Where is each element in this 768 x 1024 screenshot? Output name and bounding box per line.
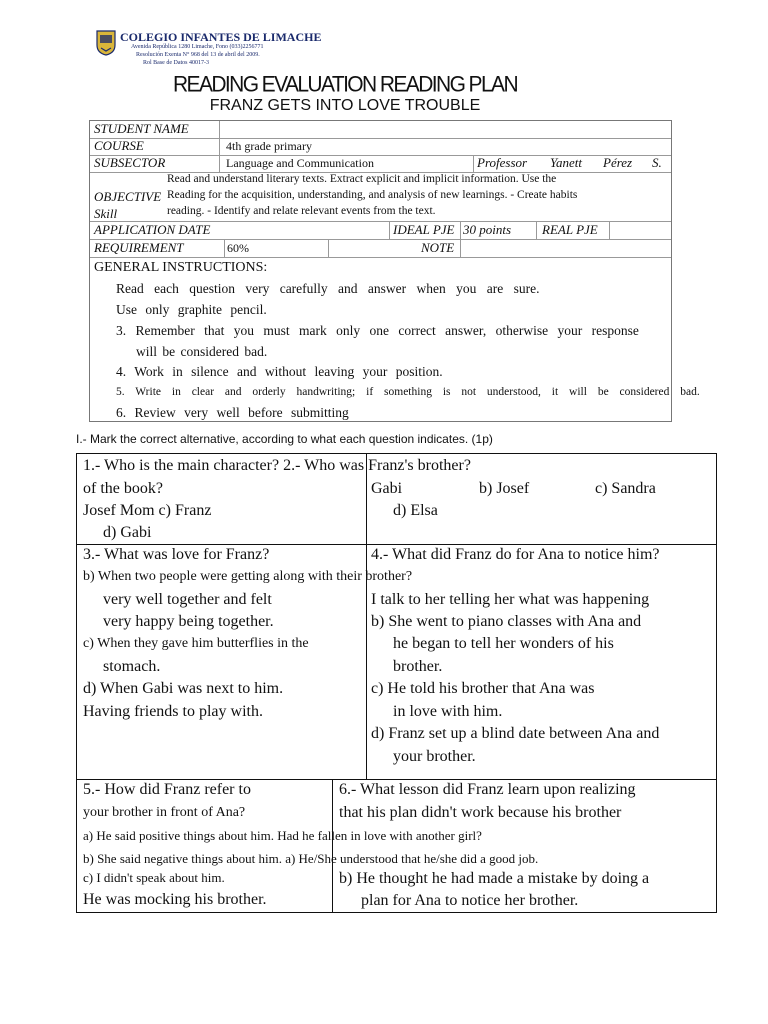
real-pje-label: REAL PJE xyxy=(542,222,598,237)
q5-option-c[interactable]: c) I didn't speak about him. xyxy=(83,870,225,885)
instruction-5: 5. Write in clear and orderly handwriting; if something is not understood, it will be considered bad. xyxy=(116,386,700,398)
general-instructions-label: GENERAL INSTRUCTIONS: xyxy=(94,260,268,275)
q3-option-b[interactable]: b) When two people were getting along with their brother? xyxy=(83,569,413,584)
q3-option-b-line3: very happy being together. xyxy=(103,613,274,630)
skill-label: Skill xyxy=(94,206,118,221)
q4-option-b[interactable]: b) She went to piano classes with Ana and xyxy=(371,613,642,630)
subsector-label: SUBSECTOR xyxy=(94,155,166,170)
objective-line-3: reading. - Identify and relate relevant events from the text. xyxy=(167,205,436,217)
q1-heading-cont: of the book? xyxy=(83,480,163,497)
instruction-3: 3. Remember that you must mark only one correct answer, otherwise your response xyxy=(116,323,639,338)
professor-initial: S. xyxy=(652,155,662,170)
professor-last-name: Pérez xyxy=(603,155,633,170)
requirement-label: REQUIREMENT xyxy=(94,240,184,255)
instruction-4: 4. Work in silence and without leaving your position. xyxy=(116,364,443,379)
q4-heading: 4.- What did Franz do for Ana to notice him? xyxy=(371,546,660,563)
q5-heading: 5.- How did Franz refer to xyxy=(83,781,251,798)
school-address: Avenida República 1280 Limache, Fono (033)2256771 xyxy=(131,44,264,50)
q4-option-b-line2: he began to tell her wonders of his xyxy=(393,635,614,652)
school-crest-logo xyxy=(96,30,116,56)
ideal-pje-value: 30 points xyxy=(463,222,512,237)
q1-q2-heading: 1.- Who is the main character? 2.- Who was Franz's brother? xyxy=(83,457,471,474)
instruction-6: 6. Review very well before submitting xyxy=(116,405,349,420)
professor-label: Professor xyxy=(477,155,528,170)
q5-option-b[interactable]: b) She said negative things about him. a) He/She understood that he/she did a good job. xyxy=(83,851,539,866)
q6-heading: 6.- What lesson did Franz learn upon realizing xyxy=(339,781,636,798)
instruction-1: Read each question very carefully and answer when you are sure. xyxy=(116,281,540,296)
page-title: READING EVALUATION READING PLAN xyxy=(172,72,518,97)
q5-option-d[interactable]: He was mocking his brother. xyxy=(83,891,267,908)
q3-option-b-line2: very well together and felt xyxy=(103,591,272,608)
q6-heading-cont: that his plan didn't work because his brother xyxy=(339,804,622,821)
objective-line-1: Read and understand literary texts. Extract explicit and implicit information. Use the xyxy=(167,173,557,185)
q2-option-d[interactable]: d) Elsa xyxy=(393,502,438,519)
instruction-2: Use only graphite pencil. xyxy=(116,302,267,317)
course-value: 4th grade primary xyxy=(226,139,312,153)
school-rbd: Rol Base de Datos 40017-3 xyxy=(143,60,209,66)
school-name: COLEGIO INFANTES DE LIMACHE xyxy=(120,30,322,44)
student-info-table xyxy=(89,120,700,422)
professor-first-name: Yanett xyxy=(550,155,583,170)
section-instruction: I.- Mark the correct alternative, according to what each question indicates. (1p) xyxy=(76,432,493,446)
q4-option-b-line3: brother. xyxy=(393,658,443,675)
q6-option-b[interactable]: b) He thought he had made a mistake by doing a xyxy=(339,870,650,887)
q6-option-b-line2: plan for Ana to notice her brother. xyxy=(361,892,579,909)
q2-option-a[interactable]: Gabi xyxy=(371,480,403,497)
page-subtitle: FRANZ GETS INTO LOVE TROUBLE xyxy=(209,97,481,114)
objective-line-2: Reading for the acquisition, understanding, and analysis of new learnings. - Create habits xyxy=(167,189,578,201)
ideal-pje-label: IDEAL PJE xyxy=(393,222,455,237)
q1-option-d[interactable]: d) Gabi xyxy=(103,524,152,541)
q3-option-extra[interactable]: Having friends to play with. xyxy=(83,703,263,720)
student-name-label: STUDENT NAME xyxy=(94,121,189,136)
q4-option-c[interactable]: c) He told his brother that Ana was xyxy=(371,680,595,697)
questions-table xyxy=(76,453,717,913)
note-label: NOTE xyxy=(421,240,455,255)
q1-options-abc[interactable]: Josef Mom c) Franz xyxy=(83,502,212,519)
requirement-value: 60% xyxy=(227,241,249,255)
q4-option-c-line2: in love with him. xyxy=(393,703,503,720)
q3-heading: 3.- What was love for Franz? xyxy=(83,546,270,563)
school-resolution: Resolución Exenta N° 968 del 13 de abril del 2009. xyxy=(136,52,260,58)
subsector-value: Language and Communication xyxy=(226,156,374,170)
q4-option-a[interactable]: I talk to her telling her what was happening xyxy=(371,591,650,608)
q3-option-d[interactable]: d) When Gabi was next to him. xyxy=(83,680,284,697)
course-label: COURSE xyxy=(94,138,144,153)
q5-option-a[interactable]: a) He said positive things about him. Had he fallen in love with another girl? xyxy=(83,828,482,843)
q3-option-c-line2: stomach. xyxy=(103,658,161,675)
q4-option-d-line2: your brother. xyxy=(393,748,476,765)
instruction-3-cont: will be considered bad. xyxy=(136,344,268,359)
q2-option-c[interactable]: c) Sandra xyxy=(595,480,656,497)
application-date-label: APPLICATION DATE xyxy=(94,222,211,237)
q5-heading-cont: your brother in front of Ana? xyxy=(83,805,246,820)
q3-option-c[interactable]: c) When they gave him butterflies in the xyxy=(83,636,309,651)
q2-option-b[interactable]: b) Josef xyxy=(479,480,530,497)
objective-label: OBJECTIVE xyxy=(94,189,162,204)
q4-option-d[interactable]: d) Franz set up a blind date between Ana and xyxy=(371,725,660,742)
